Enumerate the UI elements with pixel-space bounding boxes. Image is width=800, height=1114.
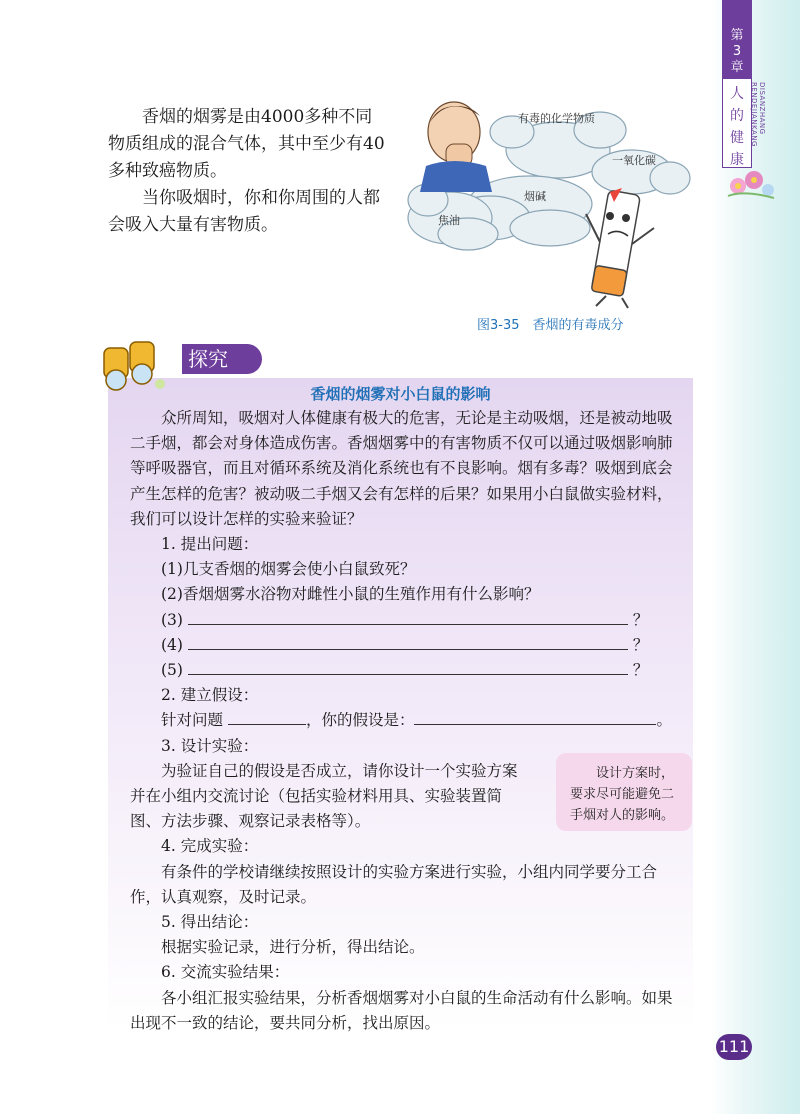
question-mark: ？ — [632, 635, 649, 654]
tar-label: 焦油 — [438, 214, 460, 227]
question-2: (2)香烟烟雾水浴物对雌性小鼠的生殖作用有什么影响？ — [161, 585, 540, 604]
question-1: (1)几支香烟的烟雾会使小白鼠致死？ — [161, 560, 416, 579]
question-label: (5) — [161, 661, 183, 680]
chapter-title-char: 康 — [730, 152, 744, 168]
toxic-chem-label: 有毒的化学物质 — [518, 112, 595, 125]
page-number: 111 — [716, 1034, 752, 1060]
chapter-title-char: 的 — [730, 108, 744, 124]
cigarette-character-icon — [586, 188, 654, 308]
explore-title: 香烟的烟雾对小白鼠的影响 — [310, 385, 491, 403]
design-tip-note: 设计方案时，要求尽可能避免二手烟对人的影响。 — [556, 753, 692, 831]
hypothesis-text: 针对问题 — [161, 711, 224, 730]
step-3: 3. 设计实验： — [161, 736, 259, 755]
step-2: 2. 建立假设： — [161, 686, 259, 705]
step-6-text: 各小组汇报实验结果，分析香烟烟雾对小白鼠的生命活动有什么影响。如果出现不一致的结论，要共同分析，找出原因。 — [130, 988, 673, 1032]
chapter-title-char: 人 — [730, 86, 744, 102]
question-5 — [130, 658, 680, 683]
step-5: 5. 得出结论： — [161, 913, 259, 932]
hypothesis-line — [130, 708, 680, 733]
chapter-char: 章 — [730, 60, 744, 75]
chapter-title-char: 健 — [730, 130, 744, 146]
intro-paragraph-2: 当你吸烟时，你和你周围的人都会吸入大量有害物质。 — [108, 188, 380, 235]
hypothesis-blank[interactable] — [414, 709, 656, 725]
flower-decoration-icon — [724, 166, 778, 202]
explore-section — [108, 340, 693, 1030]
question-label: (3) — [161, 610, 183, 629]
chapter-number: 3 — [732, 44, 742, 59]
chapter-pinyin: DISANZHANG RENDEJIANKANG — [750, 82, 766, 147]
step-3-text: 为验证自己的假设是否成立，请你设计一个实验方案并在小组内交流讨论（包括实验材料用具、实验装置简图、方法步骤、观察记录表格等）。 — [130, 761, 518, 831]
chapter-char: 第 — [730, 28, 744, 43]
explore-header — [108, 340, 693, 380]
chapter-title — [722, 78, 752, 168]
question-3 — [130, 608, 680, 633]
step-5-text: 根据实验记录，进行分析，得出结论。 — [161, 938, 425, 957]
cigarette-toxins-illustration — [400, 92, 700, 312]
coughing-boy-icon — [420, 102, 492, 192]
figure-caption: 图3-35 香烟的有毒成分 — [477, 318, 624, 333]
intro-paragraph-1: 香烟的烟雾是由4000多种不同物质组成的混合气体，其中至少有40多种致癌物质。 — [108, 107, 385, 181]
explore-body — [130, 406, 680, 1036]
question-4 — [130, 633, 680, 658]
problem-blank[interactable] — [228, 709, 306, 725]
step-6: 6. 交流实验结果： — [161, 963, 290, 982]
co-label: 一氧化碳 — [612, 154, 656, 167]
answer-blank[interactable] — [188, 609, 628, 625]
question-mark: ？ — [632, 610, 649, 629]
step-4-text: 有条件的学校请继续按照设计的实验方案进行实验，小组内同学要分工合作，认真观察，及时记录。 — [130, 862, 658, 906]
chapter-tab — [722, 0, 752, 78]
explore-intro: 众所周知，吸烟对人体健康有极大的危害，无论是主动吸烟，还是被动地吸二手烟，都会对身体造成伤害。香烟烟雾中的有害物质不仅可以通过吸烟影响肺等呼吸器官，而且对循环系统及消化系统也有不良影响。烟有多毒？吸烟到底会产生怎样的危害？被动吸二手烟又会有怎样的后果？如果用小白鼠做实验材料，我们可以设计怎样的实验来验证？ — [130, 409, 673, 528]
answer-blank[interactable] — [188, 634, 628, 650]
question-mark: ？ — [632, 661, 649, 680]
question-label: (4) — [161, 635, 183, 654]
nicotine-label: 烟碱 — [524, 190, 546, 203]
step-4: 4. 完成实验： — [161, 837, 259, 856]
hypothesis-text: ，你的假设是： — [305, 711, 415, 730]
explore-label: 探究 — [182, 344, 262, 374]
hypothesis-text: 。 — [656, 711, 672, 730]
step-1: 1. 提出问题： — [161, 535, 259, 554]
intro-text — [108, 104, 388, 239]
answer-blank[interactable] — [188, 659, 628, 675]
